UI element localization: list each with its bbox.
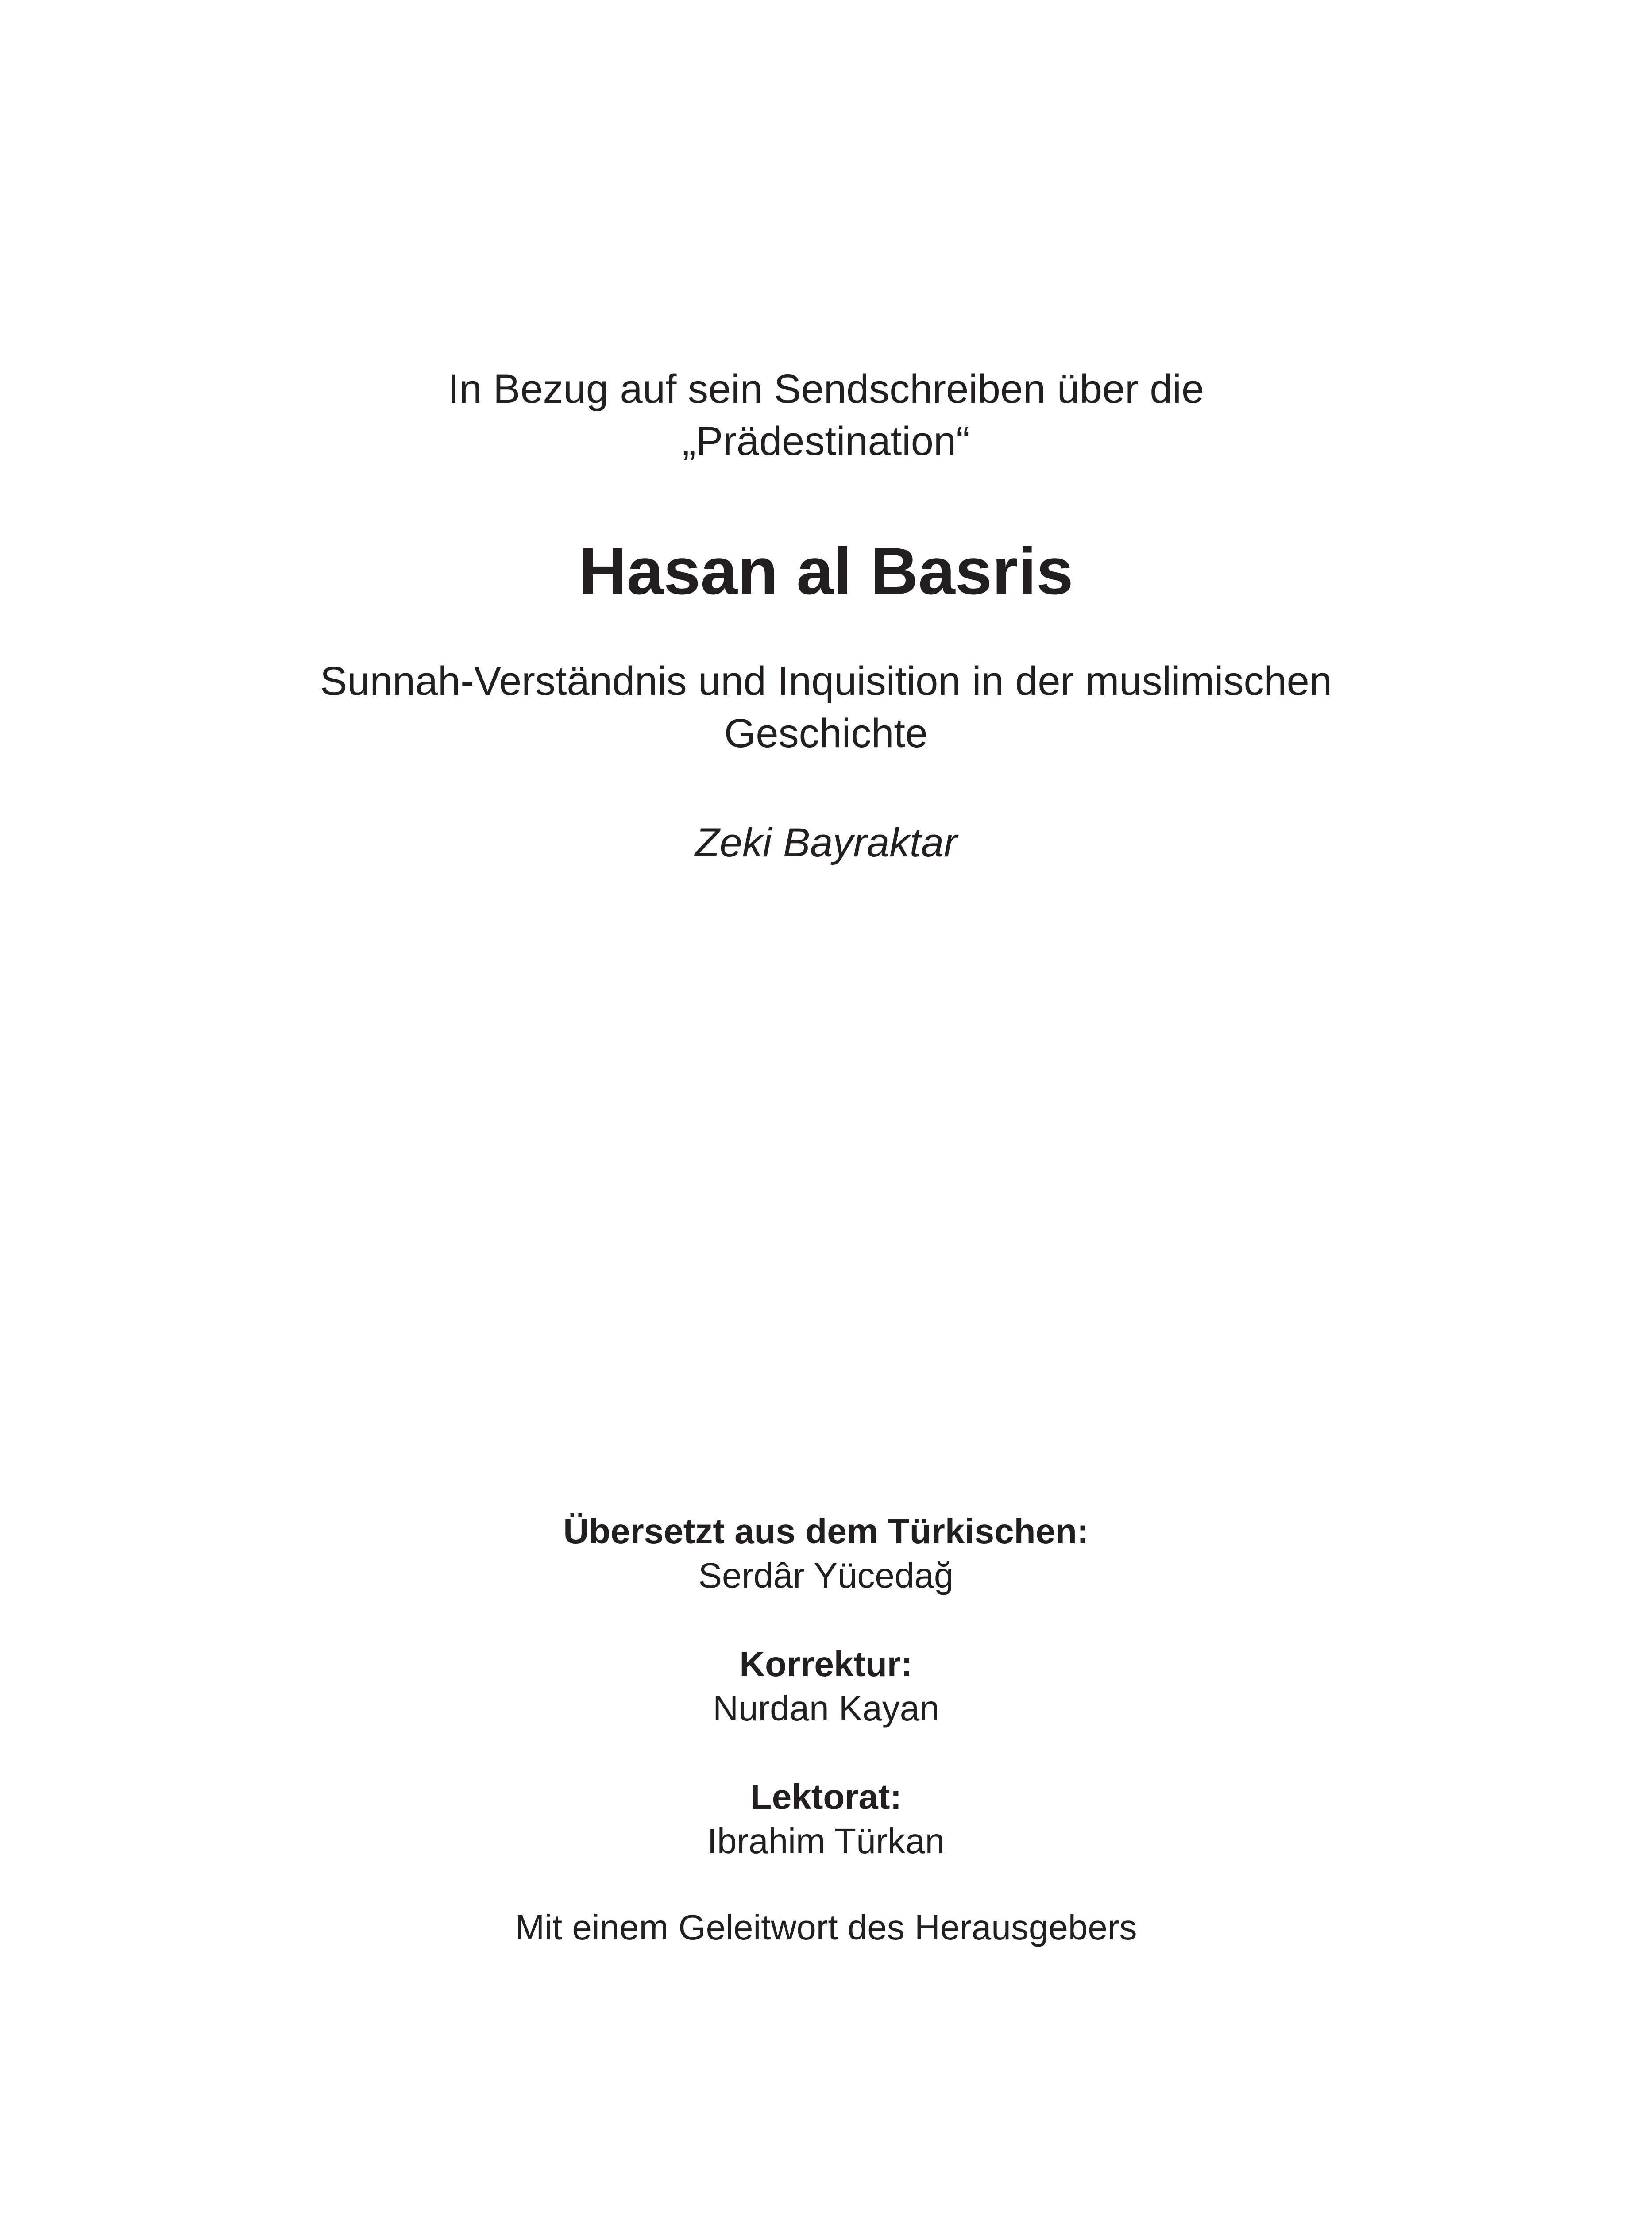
pretitle-line-1: In Bezug auf sein Sendschreiben über die <box>448 366 1204 412</box>
pretitle-line-2: „Prädestination“ <box>682 419 970 464</box>
subtitle-line-2: Geschichte <box>724 711 928 756</box>
credit-label: Korrektur: <box>739 1644 913 1684</box>
subtitle-line-1: Sunnah-Verständnis und Inquisition in der muslimischen <box>320 659 1332 704</box>
credit-label: Lektorat: <box>750 1777 902 1816</box>
credit-value: Nurdan Kayan <box>713 1689 939 1728</box>
subtitle <box>0 655 1652 760</box>
credit-translation <box>0 1509 1652 1598</box>
pretitle <box>0 363 1652 467</box>
credit-value: Serdâr Yücedağ <box>698 1556 954 1595</box>
book-title: Hasan al Basris <box>579 534 1073 608</box>
credit-label: Übersetzt aus dem Türkischen: <box>563 1511 1089 1551</box>
credit-proofreading <box>0 1642 1652 1731</box>
foreword-note: Mit einem Geleitwort des Herausgebers <box>515 1908 1137 1947</box>
credit-editing <box>0 1775 1652 1863</box>
credit-value: Ibrahim Türkan <box>707 1821 945 1861</box>
author-name: Zeki Bayraktar <box>695 820 957 865</box>
